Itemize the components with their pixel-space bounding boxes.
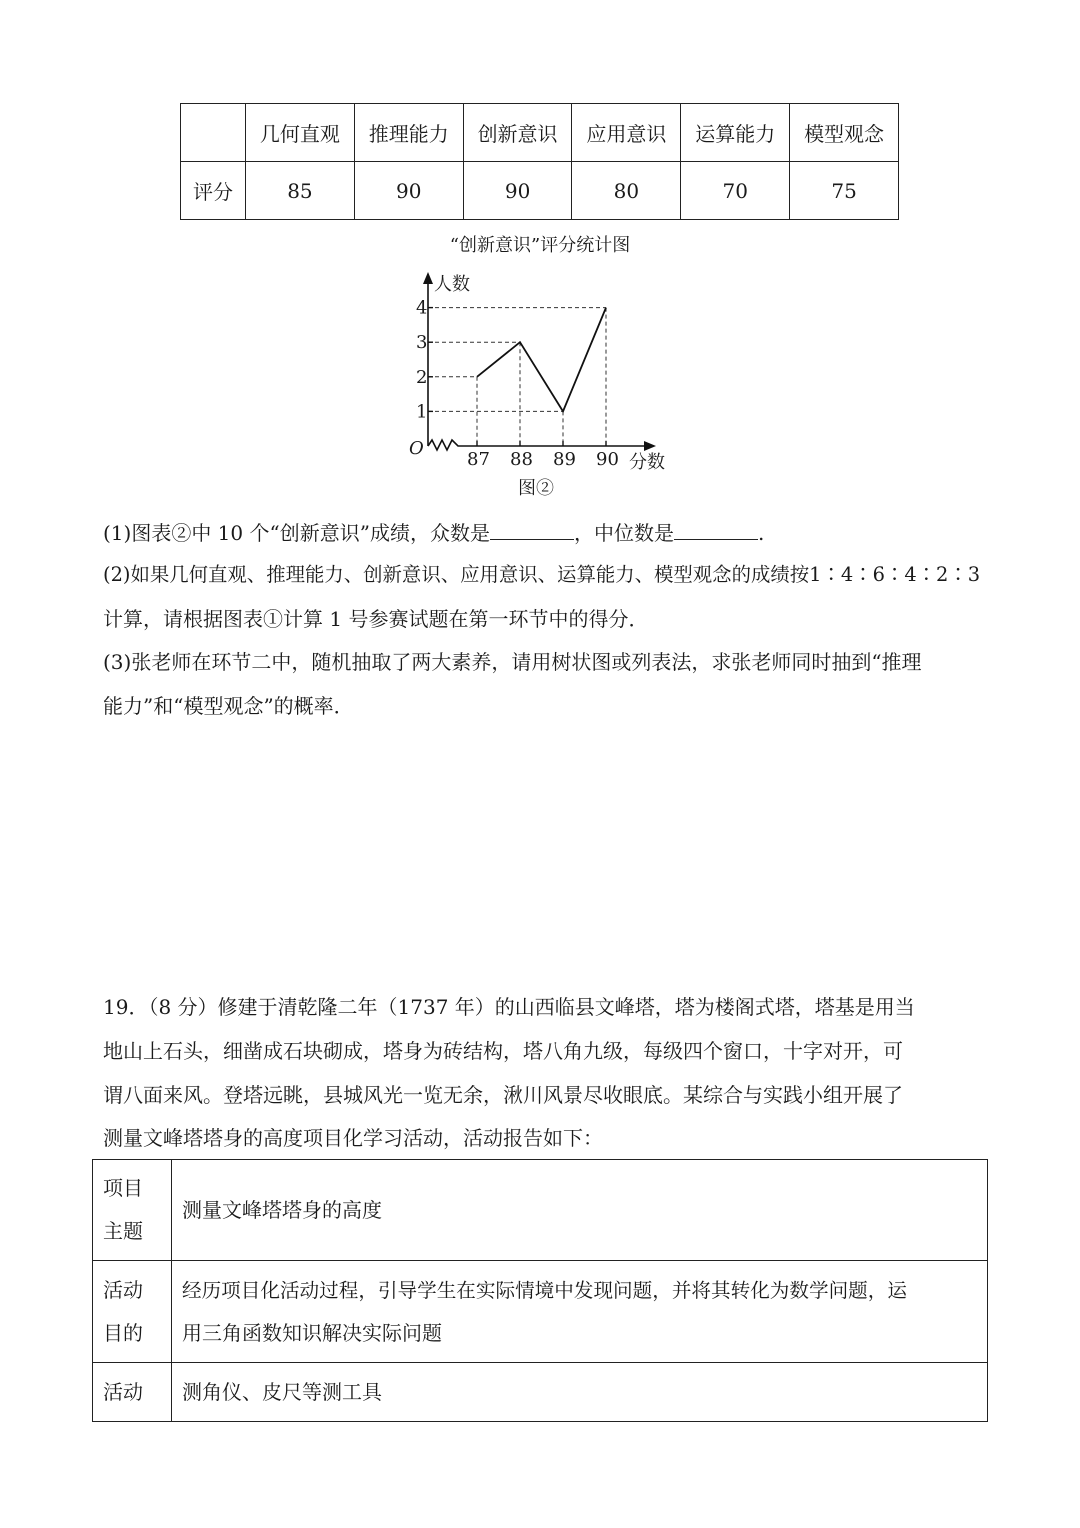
- question-3-line-2: 能力”和“模型观念”的概率．: [103, 694, 354, 718]
- score-table-header-row: [181, 104, 899, 162]
- header-computation: 运算能力: [681, 104, 790, 162]
- score-table-score-row: [181, 162, 899, 220]
- x-tick-label: 90: [596, 449, 619, 470]
- report-content-cell: [172, 1160, 988, 1261]
- score-cell: 70: [681, 162, 790, 220]
- y-tick-label: 2: [416, 366, 428, 388]
- header-innovation: 创新意识: [463, 104, 572, 162]
- score-table: [180, 103, 899, 220]
- report-label-cell: [93, 1363, 172, 1422]
- mode-answer-blank[interactable]: [490, 519, 574, 540]
- y-tick-label: 4: [416, 297, 428, 319]
- problem-19-line-3: 谓八面来风。登塔远眺，县城风光一览无余，湫川风景尽收眼底。某综合与实践小组开展了: [103, 1083, 903, 1107]
- score-cell: 80: [572, 162, 681, 220]
- question-1-text-mid: ，中位数是: [573, 521, 674, 545]
- report-label-cell: [93, 1160, 172, 1261]
- chart-title: “创新意识”评分统计图: [449, 235, 631, 256]
- report-label-line: 项目: [103, 1176, 143, 1200]
- question-2-line-2: 计算，请根据图表①计算 1 号参赛试题在第一环节中的得分．: [103, 607, 649, 631]
- question-1-text: (1)图表②中 10 个“创新意识”成绩，众数是: [103, 521, 490, 545]
- x-tick-label: 87: [467, 449, 490, 470]
- y-tick-label: 3: [416, 332, 428, 354]
- series-line: [477, 308, 606, 412]
- score-cell: 85: [246, 162, 355, 220]
- report-content-cell: [172, 1261, 988, 1363]
- innovation-score-chart: [400, 268, 690, 500]
- question-3-line-1: (3)张老师在环节二中，随机抽取了两大素养，请用树状图或列表法，求张老师同时抽到“推理: [103, 650, 922, 674]
- problem-19-line-2: 地山上石头，细凿成石块砌成，塔身为砖结构，塔八角九级，每级四个窗口，十字对开，可: [103, 1039, 903, 1063]
- score-row-label: 评分: [181, 162, 246, 220]
- problem-19-line-4: 测量文峰塔塔身的高度项目化学习活动，活动报告如下：: [103, 1126, 603, 1150]
- header-reasoning: 推理能力: [354, 104, 463, 162]
- score-cell: 90: [463, 162, 572, 220]
- report-content-cell: [172, 1363, 988, 1422]
- report-row-tools: [93, 1363, 988, 1422]
- score-cell: 75: [790, 162, 899, 220]
- report-label-line: 主题: [103, 1219, 143, 1243]
- report-content-line: 用三角函数知识解决实际问题: [182, 1320, 442, 1345]
- activity-report-table: [92, 1159, 988, 1422]
- score-table-corner-cell: [181, 104, 246, 162]
- question-1-end: .: [757, 521, 765, 545]
- report-content-line: 经历项目化活动过程，引导学生在实际情境中发现问题，并将其转化为数学问题，运: [182, 1278, 907, 1302]
- report-label-line: 目的: [103, 1320, 143, 1345]
- y-axis-label: 人数: [434, 274, 470, 295]
- report-row-topic: [93, 1160, 988, 1261]
- question-2-line-1: (2)如果几何直观、推理能力、创新意识、应用意识、运算能力、模型观念的成绩按1∶4∶6∶4∶2∶3: [103, 563, 981, 586]
- question-1: [103, 519, 764, 545]
- report-content-line: 测角仪、皮尺等测工具: [182, 1379, 382, 1404]
- median-answer-blank[interactable]: [674, 519, 758, 540]
- x-tick-label: 88: [510, 449, 533, 470]
- report-label-cell: [93, 1261, 172, 1363]
- x-axis-label: 分数: [629, 452, 665, 473]
- chart-caption: 图②: [518, 478, 554, 499]
- header-model: 模型观念: [790, 104, 899, 162]
- x-axis-arrow: [644, 441, 656, 451]
- x-tick-label: 89: [553, 449, 576, 470]
- score-cell: 90: [354, 162, 463, 220]
- y-tick-label: 1: [416, 401, 428, 423]
- report-label-line: 活动: [103, 1379, 143, 1404]
- y-axis-arrow: [423, 272, 433, 284]
- origin-label: O: [409, 438, 424, 459]
- report-content-line: 测量文峰塔塔身的高度: [182, 1197, 382, 1222]
- report-row-purpose: [93, 1261, 988, 1363]
- header-geometry-intuition: 几何直观: [246, 104, 355, 162]
- header-application: 应用意识: [572, 104, 681, 162]
- report-label-line: 活动: [103, 1277, 143, 1302]
- problem-19-line-1: 19．（8 分）修建于清乾隆二年（1737 年）的山西临县文峰塔，塔为楼阁式塔，塔基是用当: [103, 995, 915, 1019]
